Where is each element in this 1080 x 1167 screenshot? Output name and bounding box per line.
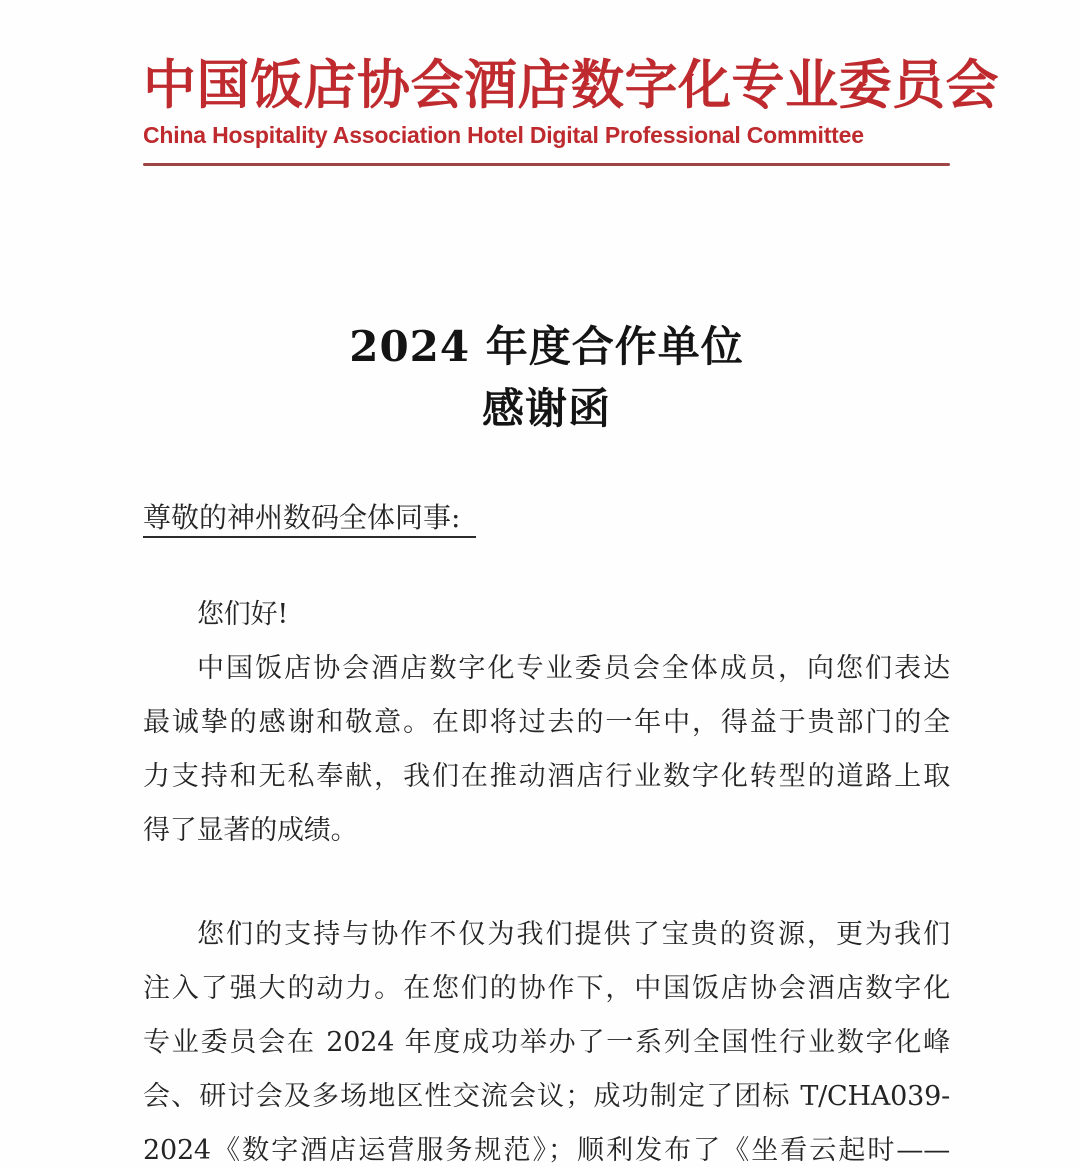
letterhead (143, 54, 999, 166)
salutation-text: 尊敬的神州数码全体同事: (143, 501, 476, 538)
letterhead-subtitle-en: China Hospitality Association Hotel Digital Professional Committee (143, 122, 864, 148)
paragraph-1-line-1: 中国饭店协会酒店数字化专业委员会全体成员，向您们表达 (197, 653, 950, 684)
salutation (143, 496, 950, 540)
document-title-year-line: 2024 年度合作单位 (349, 322, 744, 371)
paragraph-2-line-2: 注入了强大的动力。在您们的协作下，中国饭店协会酒店数字化 (143, 973, 950, 1004)
letterhead-divider (143, 163, 950, 166)
document-title (143, 316, 950, 440)
document-title-letter-line: 感谢函 (481, 384, 611, 433)
letter-body (143, 496, 950, 1167)
paragraph-2-line-3: 专业委员会在 2024 年度成功举办了一系列全国性行业数字化峰 (143, 1027, 950, 1058)
paragraph-1-line-4: 得了显著的成绩。 (143, 815, 358, 846)
paragraph-2-line-5: 2024《数字酒店运营服务规范》；顺利发布了《坐看云起时—— (143, 1135, 950, 1166)
letterhead-title-cn: 中国饭店协会酒店数字化专业委员会 (143, 54, 999, 116)
paragraph-2-line-4: 会、研讨会及多场地区性交流会议；成功制定了团标 T/CHA039- (143, 1081, 950, 1112)
paragraph-1-line-3: 力支持和无私奉献，我们在推动酒店行业数字化转型的道路上取 (143, 761, 950, 792)
paragraph-1-line-2: 最诚挚的感谢和敬意。在即将过去的一年中，得益于贵部门的全 (143, 707, 950, 738)
greeting: 您们好! (197, 599, 289, 630)
paragraph-2-line-1: 您们的支持与协作不仅为我们提供了宝贵的资源，更为我们 (197, 919, 950, 950)
